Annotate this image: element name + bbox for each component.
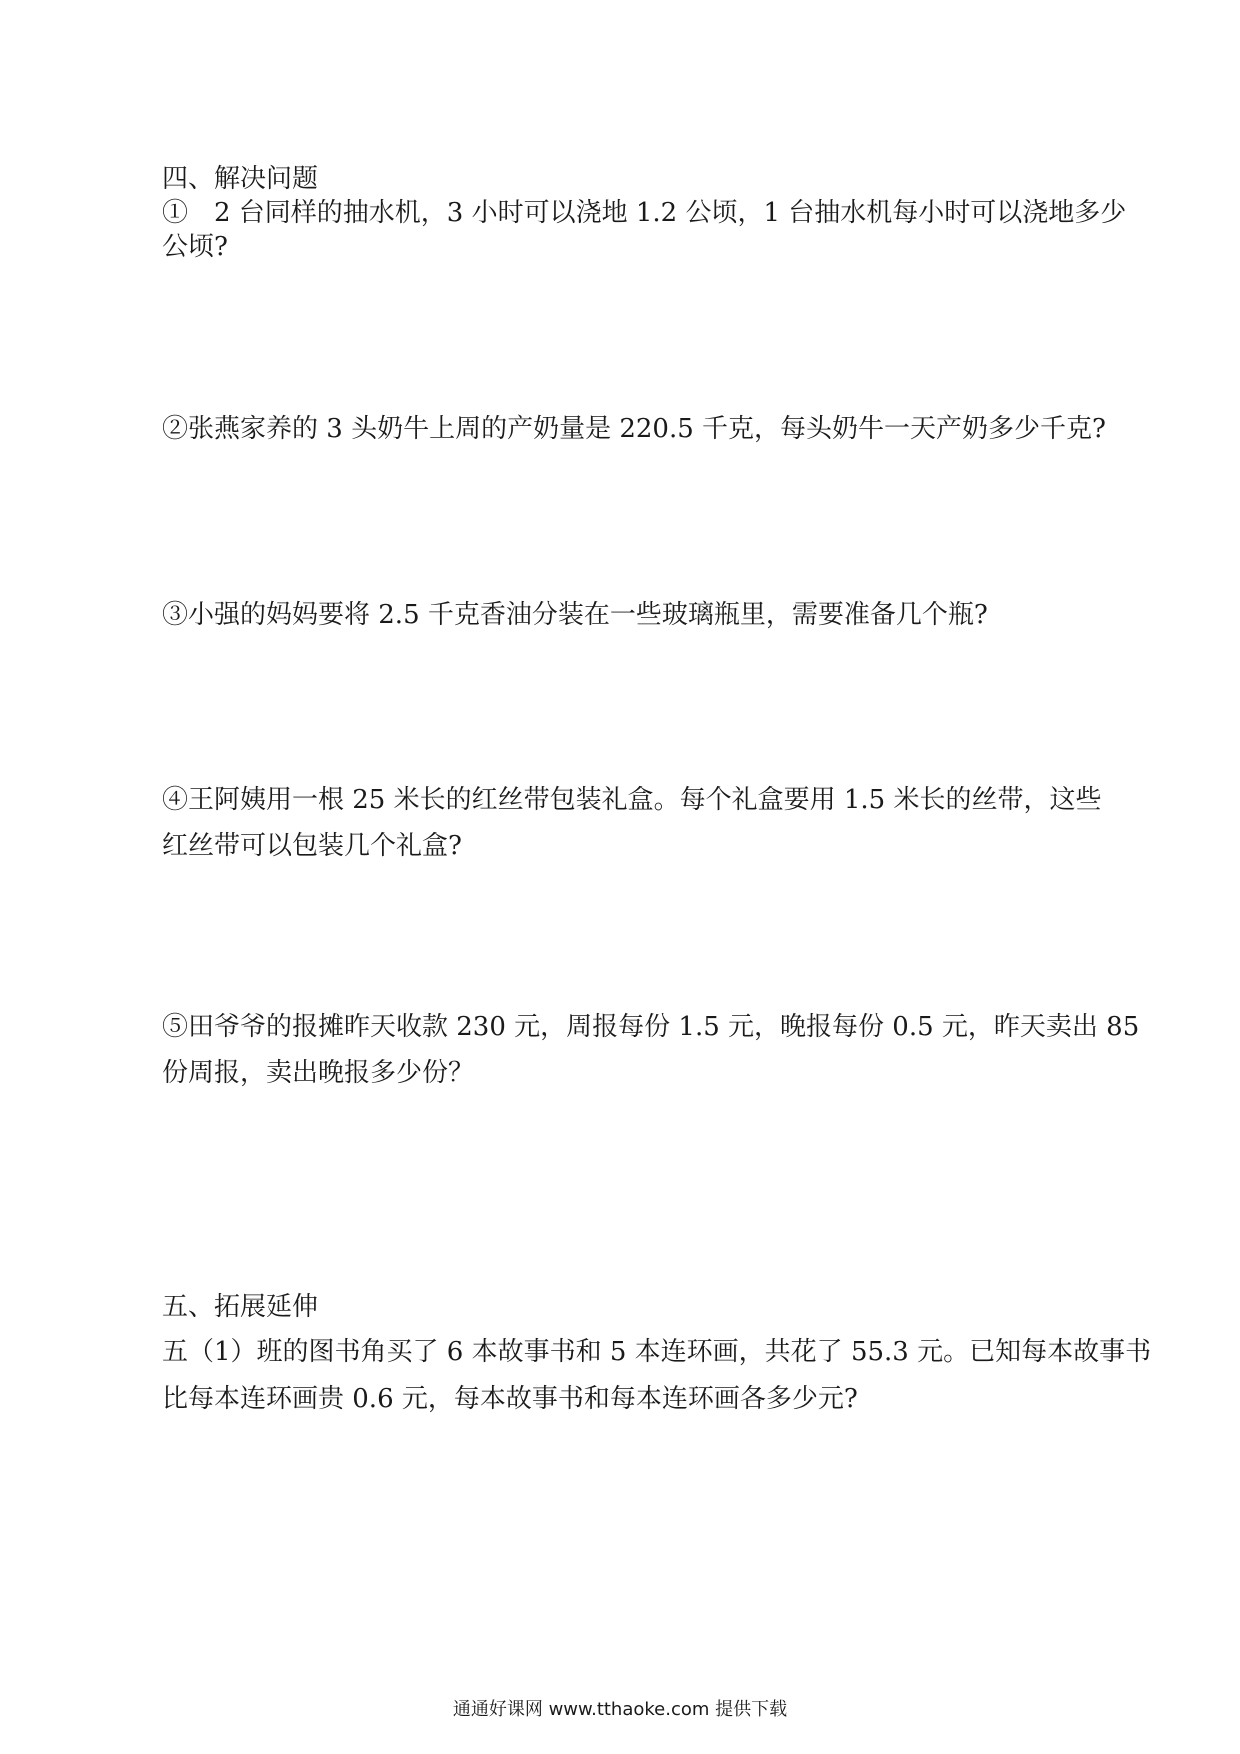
problem-3-line-1: ③小强的妈妈要将 2.5 千克香油分装在一些玻璃瓶里，需要准备几个瓶? (162, 600, 988, 630)
problem-1-line-2: 公顷? (162, 232, 228, 262)
problem-5-line-2: 份周报，卖出晚报多少份？ (162, 1058, 475, 1088)
page-footer: 通通好课网 www.tthaoke.com 提供下载 (452, 1699, 788, 1720)
problem-5-line-1: ⑤田爷爷的报摊昨天收款 230 元，周报每份 1.5 元，晚报每份 0.5 元，昨天卖出 85 (162, 1012, 1140, 1042)
section-4-heading: 四、解决问题 (162, 164, 319, 194)
section-5-heading: 五、拓展延伸 (162, 1292, 319, 1322)
problem-4-line-2: 红丝带可以包装几个礼盒? (162, 831, 462, 861)
extension-problem-line-2: 比每本连环画贵 0.6 元，每本故事书和每本连环画各多少元? (162, 1384, 858, 1414)
problem-4-line-1: ④王阿姨用一根 25 米长的红丝带包装礼盒。每个礼盒要用 1.5 米长的丝带，这些 (162, 785, 1102, 815)
problem-1-line-1: ① 2 台同样的抽水机，3 小时可以浇地 1.2 公顷，1 台抽水机每小时可以浇地多少 (162, 198, 1127, 228)
problem-2-line-1: ②张燕家养的 3 头奶牛上周的产奶量是 220.5 千克，每头奶牛一天产奶多少千克? (162, 414, 1106, 444)
extension-problem-line-1: 五（1）班的图书角买了 6 本故事书和 5 本连环画，共花了 55.3 元。已知每本故事书 (162, 1337, 1152, 1367)
